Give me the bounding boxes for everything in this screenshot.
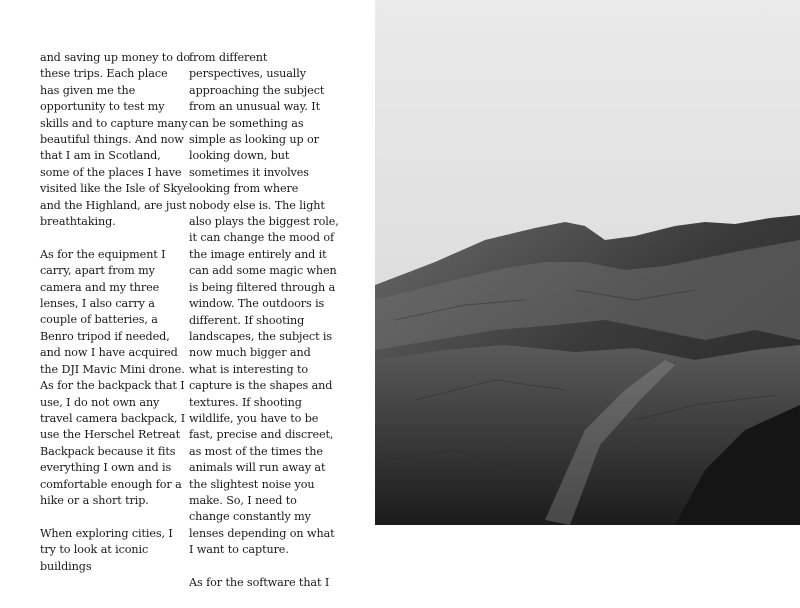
paragraph: from different perspectives, usually approaching the subject from an unusual way. It can be something as simple as looking up or looking down, but sometimes it involves looking from where nobody else is. The light also plays the biggest role, it can change the mood of the image entirely and it can add some magic when is being filtered through a window. The outdoors is different. If shooting landscapes, the subject is now much bigger and what is interesting to capture is the shapes and textures. If shooting wildlife, you have to be fast, precise and discreet, as most of the times the animals will run away at the slightest noise you make. So, I need to change constantly my lenses depending on what I want to capture. [189,51,339,557]
text-column-right [189,50,339,608]
text-page [0,0,375,589]
mountain-illustration [375,0,800,525]
text-column-left [40,50,190,591]
paragraph: and saving up money to do these trips. Each place has given me the opportunity to test my skills and to capture many beautiful things. And now that I am in Scotland, some of the places I have visited like the Isle of Skye and the Highland, are just breathtaking. [40,51,190,229]
paragraph: As for the equipment I carry, apart from my camera and my three lenses, I also carry a couple of batteries, a Benro tripod if needed, and now I have acquired the DJI Mavic Mini drone. As for the backpack that I use, I do not own any travel camera backpack, I use the Herschel Retreat Backpack because it fits everything I own and is comfortable enough for a hike or a short trip. [40,247,186,507]
paragraph: As for the software that I [189,575,330,589]
paragraph: When exploring cities, I try to look at iconic buildings [40,526,173,573]
mountain-photo [375,0,800,525]
